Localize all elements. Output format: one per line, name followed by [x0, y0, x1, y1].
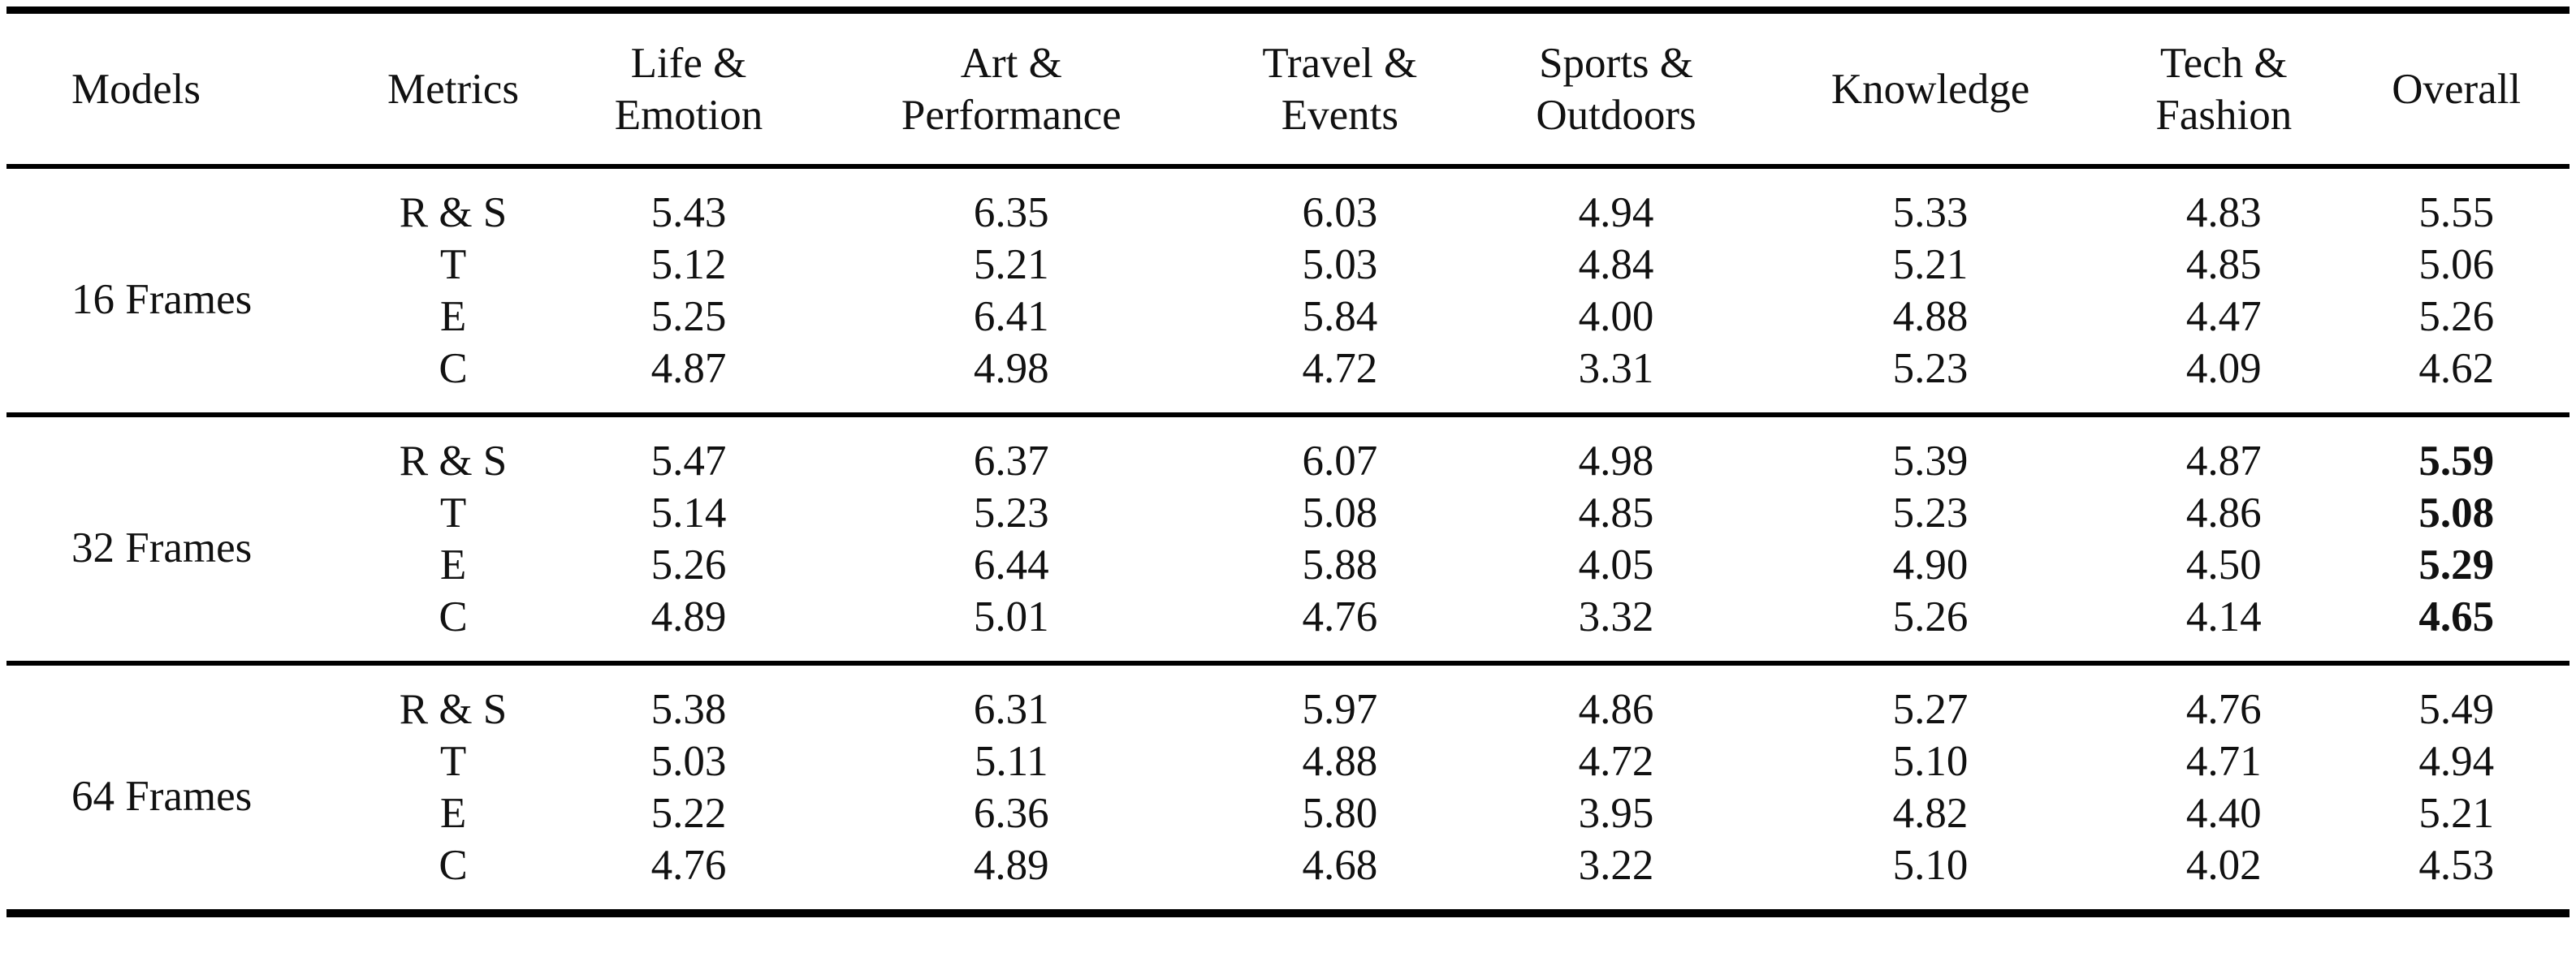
value-cell: 5.88 [1302, 541, 1378, 589]
header-line: Art & [960, 39, 1062, 87]
value-cell: 4.14 [2185, 593, 2262, 640]
table-row [6, 787, 2570, 839]
value-cell: 5.01 [973, 593, 1049, 640]
value-cell: 5.14 [650, 489, 727, 537]
overall-cell: 5.06 [2418, 241, 2495, 288]
value-cell: 4.98 [973, 345, 1049, 392]
value-cell: 4.88 [1892, 293, 1969, 340]
header-line: Fashion [2155, 91, 2293, 139]
value-cell: 4.85 [1578, 489, 1654, 537]
value-cell: 4.84 [1578, 241, 1654, 288]
header-models [6, 11, 348, 167]
value-cell: 4.87 [650, 345, 727, 392]
metric-label: T [439, 738, 467, 785]
value-cell: 4.47 [2185, 293, 2262, 340]
value-cell: 4.86 [1578, 686, 1654, 733]
value-cell: 5.03 [1302, 241, 1378, 288]
value-cell: 5.26 [1892, 593, 1969, 640]
value-cell: 4.76 [1302, 593, 1378, 640]
overall-cell-best: 5.08 [2418, 489, 2495, 537]
value-cell: 4.05 [1578, 541, 1654, 589]
overall-cell: 5.26 [2418, 293, 2495, 340]
value-cell: 5.80 [1302, 790, 1378, 837]
table-row [6, 415, 2570, 487]
header-line: Overall [2392, 65, 2522, 113]
value-cell: 5.38 [650, 686, 727, 733]
overall-cell-best: 4.65 [2418, 593, 2495, 640]
value-cell: 3.95 [1578, 790, 1654, 837]
header-line: Models [71, 65, 201, 113]
value-cell: 5.23 [1892, 345, 1969, 392]
metric-label: R & S [399, 189, 508, 236]
value-cell: 5.03 [650, 738, 727, 785]
value-cell: 3.22 [1578, 842, 1654, 889]
overall-cell: 5.55 [2418, 189, 2495, 236]
value-cell: 4.98 [1578, 438, 1654, 485]
value-cell: 5.97 [1302, 686, 1378, 733]
header-tech-fashion [2104, 11, 2343, 167]
value-cell: 4.82 [1892, 790, 1969, 837]
header-line: Metrics [387, 65, 519, 113]
model-label: 32 Frames [71, 524, 253, 571]
value-cell: 4.90 [1892, 541, 1969, 589]
header-knowledge [1757, 11, 2104, 167]
table-row [6, 343, 2570, 415]
value-cell: 6.35 [973, 189, 1049, 236]
value-cell: 6.03 [1302, 189, 1378, 236]
value-cell: 3.31 [1578, 345, 1654, 392]
value-cell: 6.44 [973, 541, 1049, 589]
value-cell: 5.12 [650, 241, 727, 288]
group-32-frames [6, 415, 2570, 663]
header-travel-events [1204, 11, 1476, 167]
table-row [6, 291, 2570, 343]
model-label: 16 Frames [71, 276, 253, 323]
value-cell: 5.21 [1892, 241, 1969, 288]
metric-label: C [439, 842, 468, 889]
value-cell: 4.40 [2185, 790, 2262, 837]
value-cell: 6.31 [973, 686, 1049, 733]
header-overall [2343, 11, 2570, 167]
header-line: Outdoors [1536, 91, 1696, 139]
value-cell: 4.89 [973, 842, 1049, 889]
value-cell: 4.72 [1578, 738, 1654, 785]
overall-cell: 4.62 [2418, 345, 2495, 392]
table-row [6, 539, 2570, 591]
value-cell: 5.84 [1302, 293, 1378, 340]
value-cell: 4.02 [2185, 842, 2262, 889]
value-cell: 5.47 [650, 438, 727, 485]
value-cell: 4.76 [650, 842, 727, 889]
header-life-emotion [559, 11, 819, 167]
value-cell: 3.32 [1578, 593, 1654, 640]
table-row [6, 591, 2570, 663]
value-cell: 5.11 [974, 738, 1048, 785]
metric-label: E [439, 790, 467, 837]
group-16-frames [6, 166, 2570, 415]
header-line: Emotion [614, 91, 763, 139]
table-row [6, 735, 2570, 787]
metric-label: T [439, 489, 467, 537]
header-line: Performance [901, 91, 1122, 139]
overall-cell: 5.49 [2418, 686, 2495, 733]
value-cell: 6.07 [1302, 438, 1378, 485]
header-metrics [348, 11, 559, 167]
value-cell: 4.72 [1302, 345, 1378, 392]
value-cell: 4.89 [650, 593, 727, 640]
value-cell: 4.00 [1578, 293, 1654, 340]
value-cell: 4.50 [2185, 541, 2262, 589]
overall-cell-best: 5.59 [2418, 438, 2495, 485]
value-cell: 5.22 [650, 790, 727, 837]
header-line: Sports & [1539, 39, 1694, 87]
header-line: Tech & [2159, 39, 2288, 87]
table-row [6, 663, 2570, 735]
group-64-frames [6, 663, 2570, 913]
metric-label: E [439, 293, 467, 340]
metric-label: T [439, 241, 467, 288]
header-sports-outdoors [1476, 11, 1757, 167]
value-cell: 4.87 [2185, 438, 2262, 485]
header-art-performance [819, 11, 1204, 167]
value-cell: 4.86 [2185, 489, 2262, 537]
value-cell: 4.76 [2185, 686, 2262, 733]
value-cell: 6.36 [973, 790, 1049, 837]
table-row [6, 239, 2570, 291]
value-cell: 5.27 [1892, 686, 1969, 733]
value-cell: 5.10 [1892, 738, 1969, 785]
table-row [6, 487, 2570, 539]
value-cell: 5.39 [1892, 438, 1969, 485]
header-line: Knowledge [1830, 65, 2030, 113]
table-row [6, 839, 2570, 913]
value-cell: 5.21 [973, 241, 1049, 288]
value-cell: 6.37 [973, 438, 1049, 485]
value-cell: 5.43 [650, 189, 727, 236]
results-table [6, 6, 2570, 917]
overall-cell: 4.94 [2418, 738, 2495, 785]
metric-label: E [439, 541, 467, 589]
value-cell: 5.23 [1892, 489, 1969, 537]
value-cell: 5.25 [650, 293, 727, 340]
metric-label: R & S [399, 686, 508, 733]
value-cell: 6.41 [973, 293, 1049, 340]
header-line: Life & [630, 39, 747, 87]
value-cell: 5.33 [1892, 189, 1969, 236]
value-cell: 4.68 [1302, 842, 1378, 889]
metric-label: R & S [399, 438, 508, 485]
model-label: 64 Frames [71, 773, 253, 820]
value-cell: 4.71 [2185, 738, 2262, 785]
value-cell: 5.26 [650, 541, 727, 589]
overall-cell-best: 5.29 [2418, 541, 2495, 589]
overall-cell: 5.21 [2418, 790, 2495, 837]
header-row [6, 11, 2570, 167]
header-line: Events [1281, 91, 1398, 139]
value-cell: 4.09 [2185, 345, 2262, 392]
value-cell: 5.08 [1302, 489, 1378, 537]
table-row [6, 166, 2570, 239]
value-cell: 4.85 [2185, 241, 2262, 288]
metric-label: C [439, 345, 468, 392]
overall-cell: 4.53 [2418, 842, 2495, 889]
header-line: Travel & [1262, 39, 1418, 87]
value-cell: 4.94 [1578, 189, 1654, 236]
value-cell: 4.83 [2185, 189, 2262, 236]
table-header [6, 11, 2570, 167]
value-cell: 5.10 [1892, 842, 1969, 889]
value-cell: 5.23 [973, 489, 1049, 537]
metric-label: C [439, 593, 468, 640]
value-cell: 4.88 [1302, 738, 1378, 785]
